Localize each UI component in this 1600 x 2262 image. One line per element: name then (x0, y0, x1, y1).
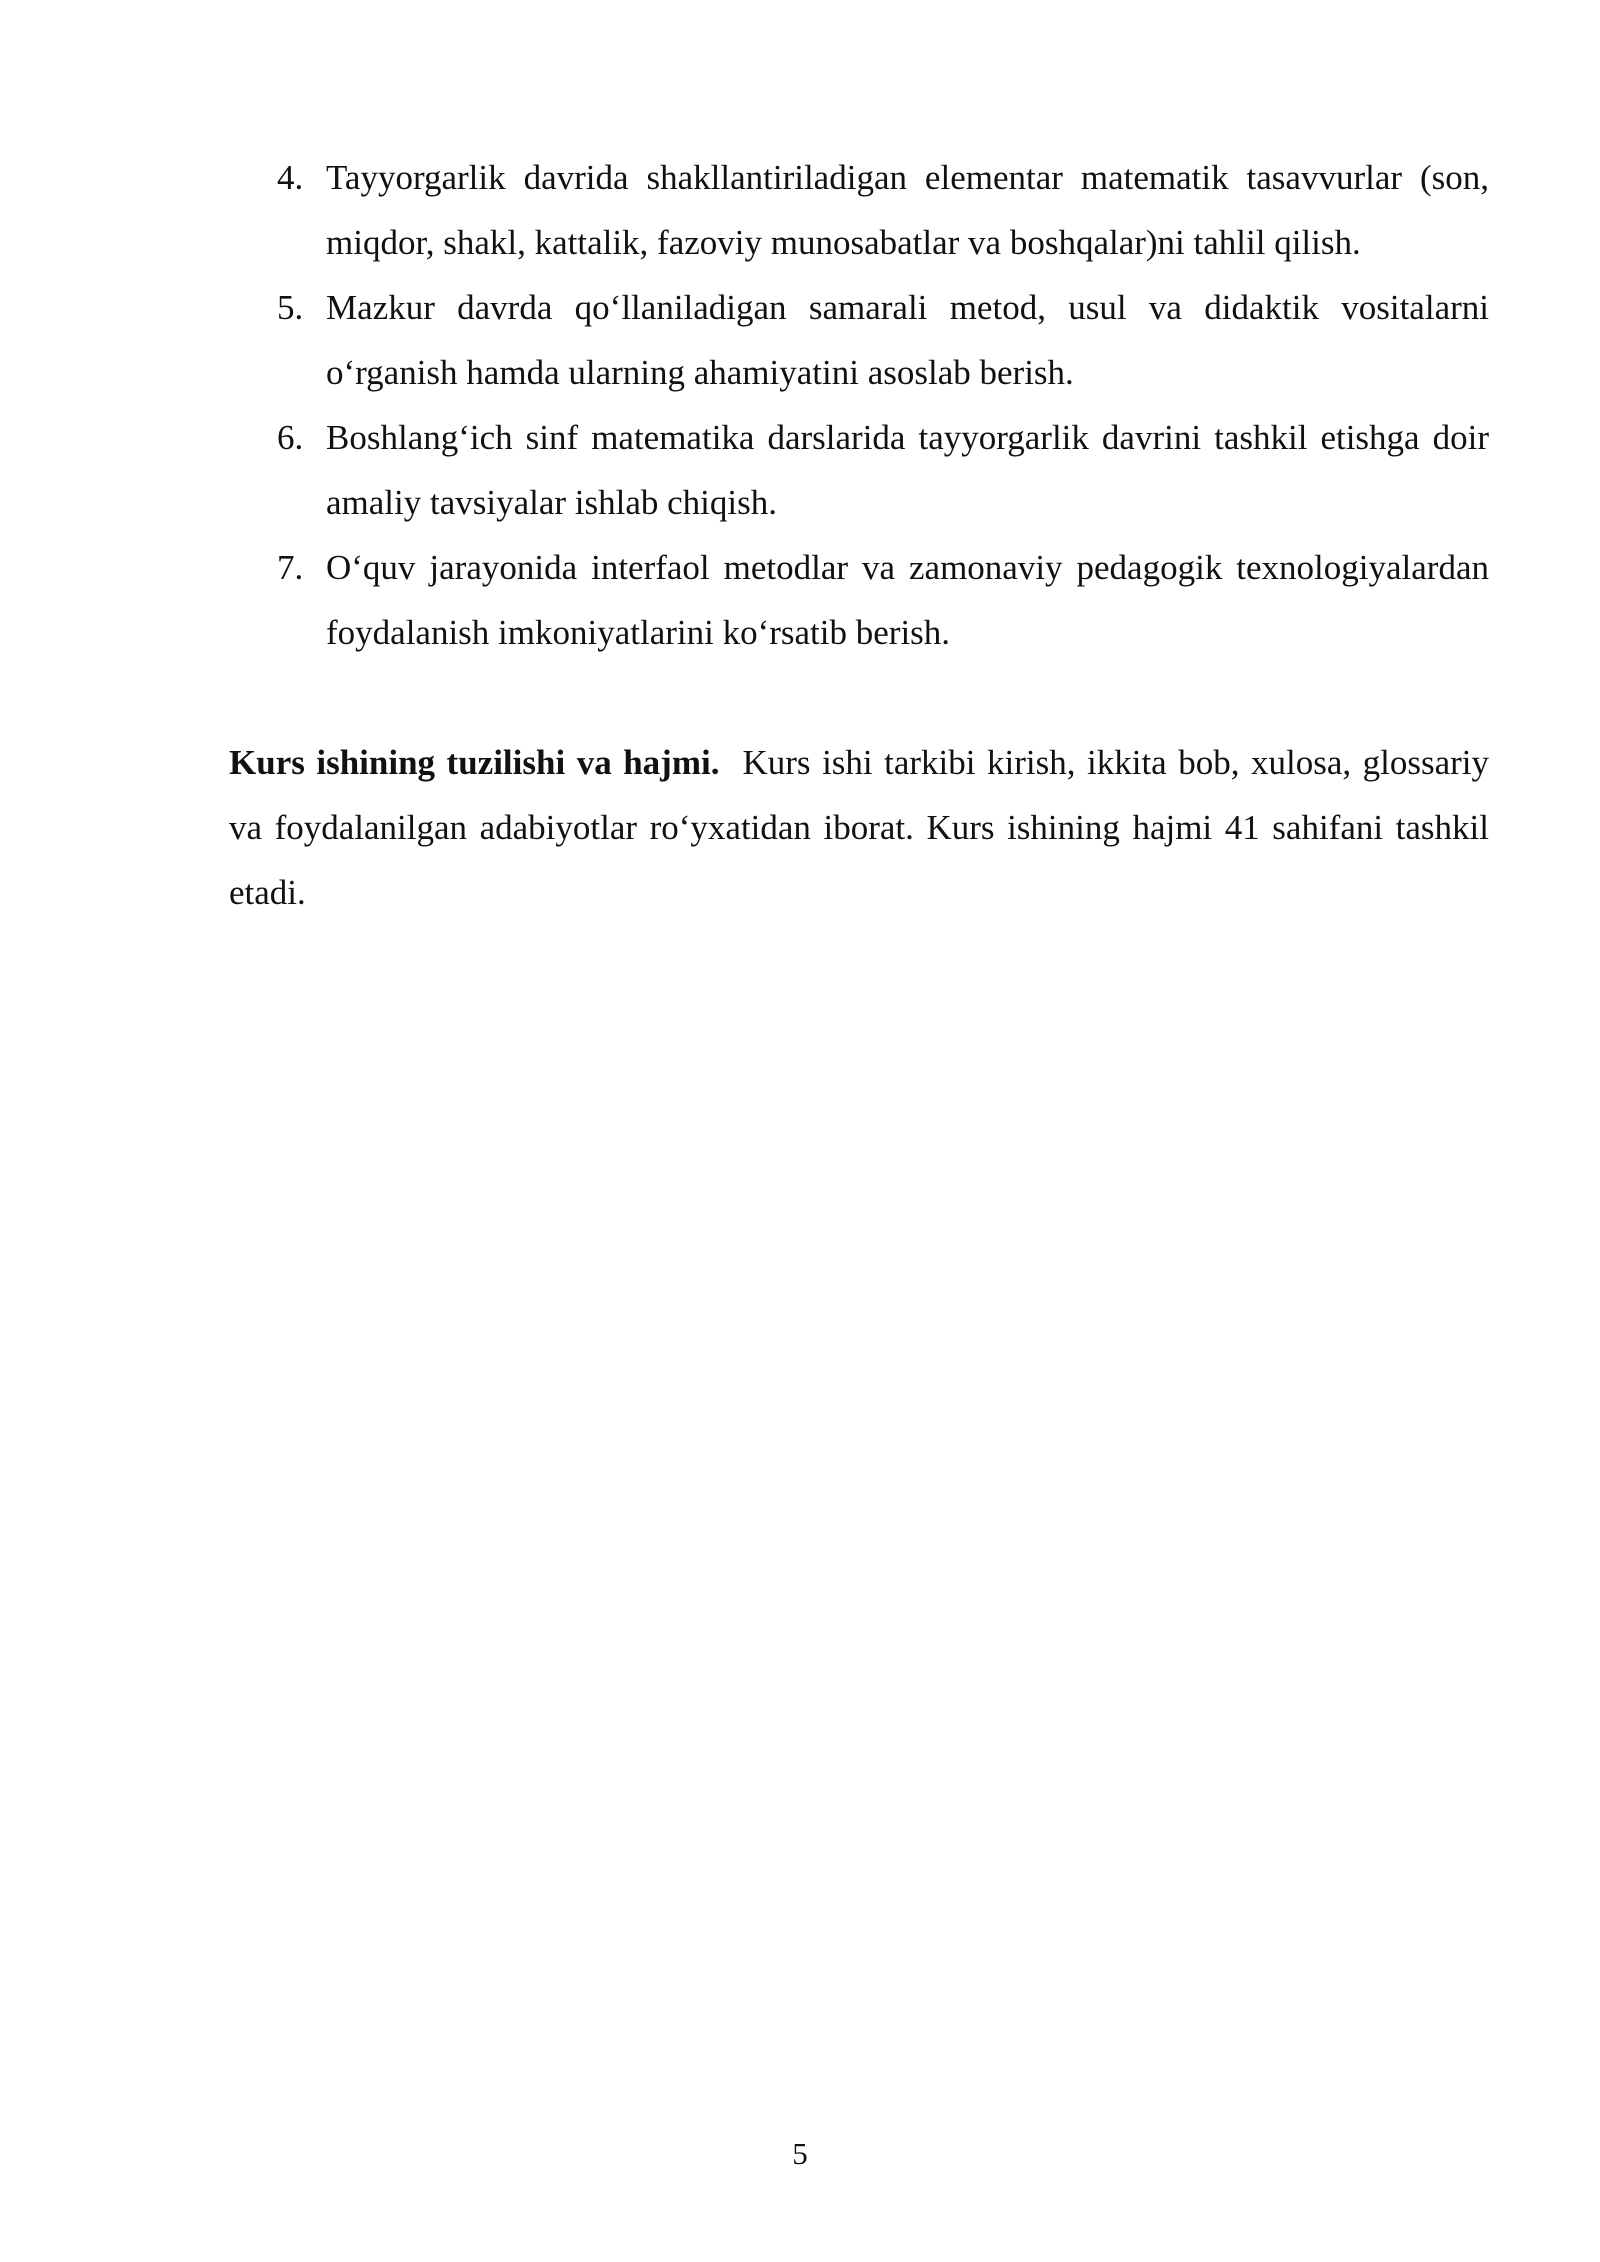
objectives-list (229, 145, 1489, 665)
list-item-number: 5. (277, 288, 304, 327)
list-item-number: 6. (277, 418, 304, 457)
structure-body: Kurs ishi tarkibi kirish, ikkita bob, xulosa, glossariy va foydalanilgan adabiyotlar ro‘yxatidan iborat. Kurs ishining hajmi 41 sahifani tashkil etadi. (229, 743, 1489, 912)
page-number: 5 (792, 2136, 808, 2171)
list-item-number: 4. (277, 158, 304, 197)
list-item-text: Boshlang‘ich sinf matematika darslarida tayyorgarlik davrini tashkil etishga doir amaliy tavsiyalar ishlab chiqish. (326, 418, 1489, 522)
list-item (229, 275, 1489, 405)
list-item (229, 405, 1489, 535)
list-item-number: 7. (277, 548, 304, 587)
list-item-text: Mazkur davrda qo‘llaniladigan samarali metod, usul va didaktik vositalarni o‘rganish hamda ularning ahamiyatini asoslab berish. (326, 288, 1489, 392)
structure-paragraph (229, 730, 1489, 925)
list-item (229, 535, 1489, 665)
list-item-text: Tayyorgarlik davrida shakllantiriladigan elementar matematik tasavvurlar (son, miqdor, shakl, kattalik, fazoviy munosabatlar va boshqalar)ni tahlil qilish. (326, 158, 1489, 262)
structure-heading: Kurs ishining tuzilishi va hajmi. (229, 743, 720, 782)
page-content (229, 145, 1489, 960)
list-item-text: O‘quv jarayonida interfaol metodlar va zamonaviy pedagogik texnologiyalardan foydalanish imkoniyatlarini ko‘rsatib berish. (326, 548, 1489, 652)
list-item (229, 145, 1489, 275)
